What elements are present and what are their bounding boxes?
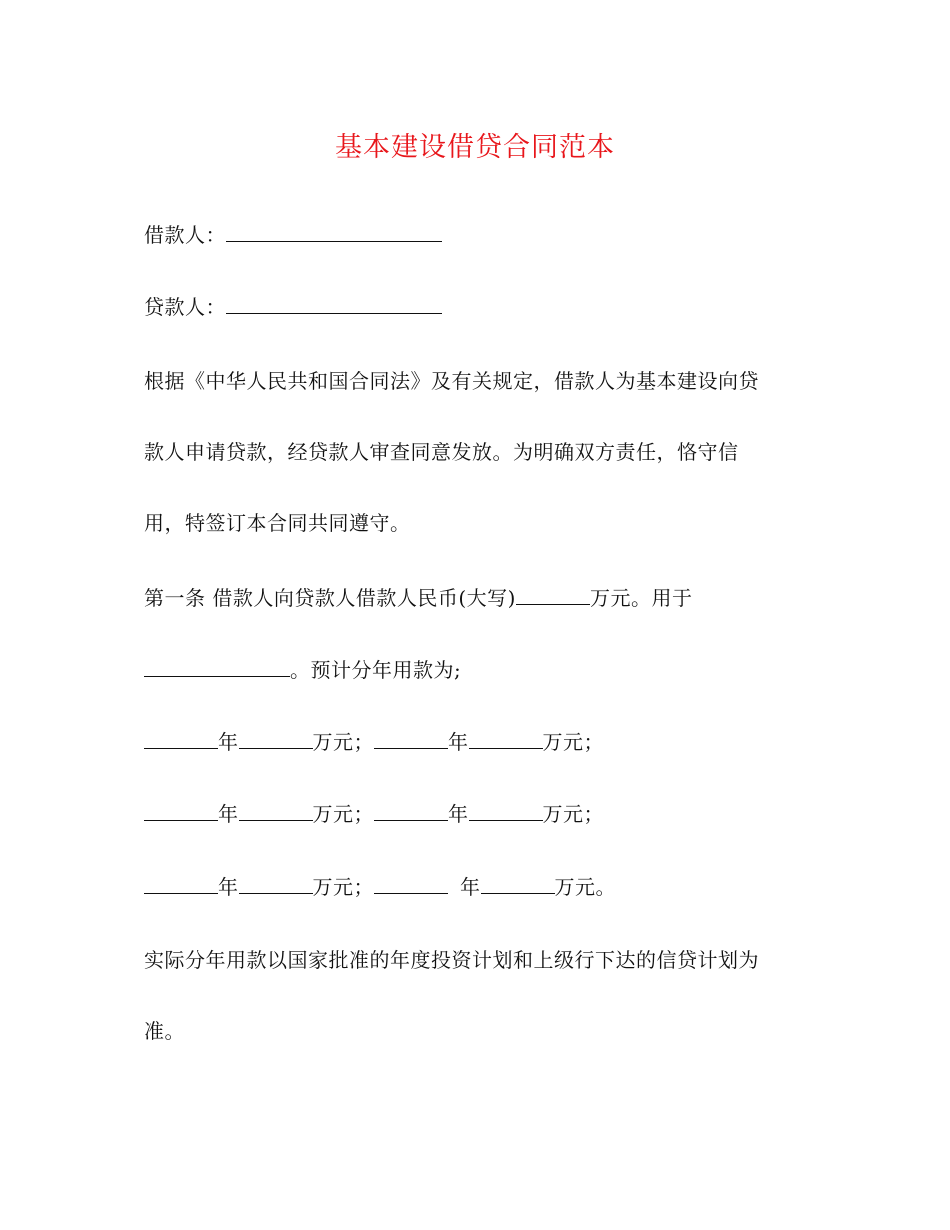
amount-blank[interactable] <box>481 875 555 894</box>
amount-blank[interactable] <box>239 730 313 749</box>
amount-blank[interactable] <box>469 802 543 821</box>
amount-label: 万元。 <box>554 875 616 899</box>
year-label: 年 <box>448 802 469 826</box>
borrower-line <box>144 220 442 250</box>
intro-line-1: 根据《中华人民共和国合同法》及有关规定，借款人为基本建设向贷 <box>144 369 759 393</box>
amount-label: 万元； <box>542 730 604 754</box>
lender-label: 贷款人： <box>144 295 226 319</box>
amount-blank[interactable] <box>469 730 543 749</box>
lender-blank[interactable] <box>226 295 442 314</box>
article-1-text-2: 万元。用于 <box>589 586 693 610</box>
amount-blank[interactable] <box>239 802 313 821</box>
document-title: 基本建设借贷合同范本 <box>335 132 615 163</box>
schedule-row-1 <box>144 727 604 757</box>
intro-line-3: 用，特签订本合同共同遵守。 <box>144 511 411 535</box>
schedule-row-3 <box>144 872 616 902</box>
year-blank[interactable] <box>374 875 448 894</box>
borrower-label: 借款人： <box>144 223 226 247</box>
year-label: 年 <box>460 875 481 899</box>
year-blank[interactable] <box>374 730 448 749</box>
borrower-blank[interactable] <box>226 223 442 242</box>
article-1-line-2 <box>144 655 461 685</box>
schedule-row-2 <box>144 799 604 829</box>
article-1-text-1: 第一条 借款人向贷款人借款人民币(大写) <box>144 586 516 610</box>
year-label: 年 <box>218 802 239 826</box>
loan-purpose-blank[interactable] <box>144 658 290 677</box>
amount-label: 万元； <box>312 875 374 899</box>
article-1-text-3: 。预计分年用款为; <box>290 658 462 682</box>
year-blank[interactable] <box>144 802 218 821</box>
amount-blank[interactable] <box>239 875 313 894</box>
year-label: 年 <box>448 730 469 754</box>
year-blank[interactable] <box>144 875 218 894</box>
article-1-line-1 <box>144 583 692 613</box>
amount-label: 万元； <box>542 802 604 826</box>
amount-label: 万元； <box>312 730 374 754</box>
year-label: 年 <box>218 730 239 754</box>
closing-line-1: 实际分年用款以国家批准的年度投资计划和上级行下达的信贷计划为 <box>144 948 759 972</box>
intro-line-2: 款人申请贷款，经贷款人审查同意发放。为明确双方责任，恪守信 <box>144 440 739 464</box>
loan-amount-blank[interactable] <box>516 586 590 605</box>
amount-label: 万元； <box>312 802 374 826</box>
closing-line-2: 准。 <box>144 1019 185 1043</box>
year-blank[interactable] <box>144 730 218 749</box>
year-label: 年 <box>218 875 239 899</box>
lender-line <box>144 292 442 322</box>
year-blank[interactable] <box>374 802 448 821</box>
